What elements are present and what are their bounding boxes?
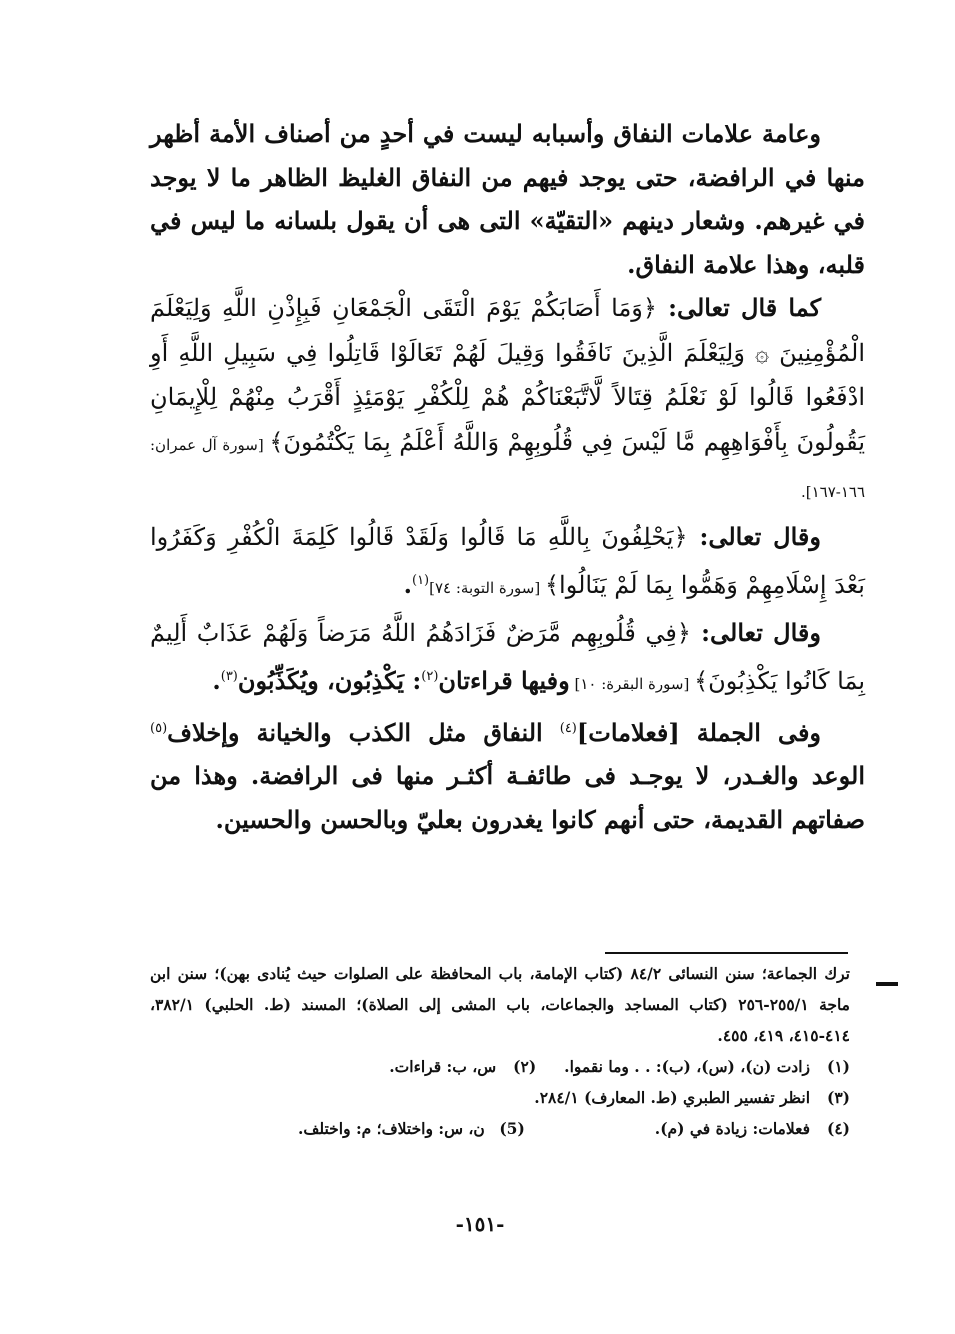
- footnote-number: (5): [499, 1119, 525, 1138]
- footnote-5-text: ن، س: واختلاف؛ م: واختلف.: [297, 1119, 485, 1138]
- page-number: -١٥١-: [455, 1212, 505, 1236]
- paragraph-4: [150, 611, 865, 707]
- paragraph-5-mid: النفاق مثل الكذب والخيانة وإخلاف: [167, 717, 560, 747]
- footnote-marker[interactable]: (٤): [559, 720, 577, 736]
- footnote-continuation-text: ترك الجماعة؛ سنن النسائى ٨٤/٢ (كتاب الإمامة، باب المحافظة على الصلوات حيث يُنادى بهن)؛ سنن ابن ماجة ٢٥٥/١-٢٥٦ (كتاب المساجد والجماعات، باب المشى إلى الصلاة)؛ المسند (ط. الحلبي) ٣٨٢/١، ٤١٤-٤١٥، ٤١٩، ٤٥٥.: [150, 964, 850, 1045]
- paragraph-3: [150, 515, 865, 611]
- footnote-number: (١): [826, 1057, 850, 1076]
- quran-verse-baqarah: ﴿فِي قُلُوبِهِم مَّرَضٌ فَزَادَهُمُ اللَّهُ مَرَضاً وَلَهُمْ عَذَابٌ أَلِيمٌ بِمَا كَانُوا يَكْذِبُونَ﴾: [150, 618, 865, 695]
- footnote-marker[interactable]: (٥): [150, 720, 168, 736]
- footnote-number: (٢): [513, 1057, 537, 1076]
- footnote-number: (٤): [826, 1119, 850, 1138]
- footnote-row-3: [150, 1082, 850, 1113]
- footnote-marker[interactable]: (٣): [220, 669, 238, 684]
- footnote-marker[interactable]: (١): [411, 573, 430, 588]
- paragraph-5-end: الوعد والغـدر، لا يوجـد فى طائفـة أكثـر منها فى الرافضة. وهذا من صفاتهم القديمة، حتى أنهم كانوا يغدرون بعليّ وبالحسن والحسين.: [150, 761, 865, 834]
- footnote-2-text: س، ب: قراءات.: [389, 1057, 497, 1076]
- footnote-continuation: [150, 958, 850, 1051]
- paragraph-1-text: وعامة علامات النفاق وأسبابه ليست في أحدٍ من أصناف الأمة أظهر منها في الرافضة، حتى يوجد فيهم من النفاق الغليظ الظاهر ما لا يوجد في غيرهم. وشعار دينهم «التقيّة» التى هى أن يقول بلسانه ما ليس في قلبه، وهذا علامة النفاق.: [150, 119, 865, 279]
- surah-reference: [سورة البقرة: ١٠]: [569, 675, 695, 693]
- period: .: [403, 570, 412, 599]
- paragraph-2: [150, 286, 865, 515]
- footnote-4-text: فعلامات: زيادة في (م).: [654, 1119, 810, 1138]
- paragraph-4-mid: وفيها قراءتان: [438, 666, 570, 695]
- quran-verse-al-imran: ﴿وَمَا أَصَابَكُمْ يَوْمَ الْتَقَى الْجَمْعَانِ فَبِإِذْنِ اللَّهِ وَلِيَعْلَمَ الْمُؤْمِنِينَ ۞ وَلِيَعْلَمَ الَّذِينَ نَافَقُوا وَقِيلَ لَهُمْ تَعَالَوْا قَاتِلُوا فِي سَبِيلِ اللَّهِ أَوِ ادْفَعُوا قَالُوا لَوْ نَعْلَمُ قِتَالاً لَّاتَّبَعْنَاكُمْ هُمْ لِلْكُفْرِ يَوْمَئِذٍ أَقْرَبُ مِنْهُمْ لِلْإِيمَانِ يَقُولُونَ بِأَفْوَاهِهِم مَّا لَيْسَ فِي قُلُوبِهِمْ وَاللَّهُ أَعْلَمُ بِمَا يَكْتُمُونَ﴾: [150, 294, 866, 456]
- main-text: [150, 112, 865, 841]
- surah-reference: [سورة آل عمران: ١٦٦-١٦٧].: [150, 435, 865, 501]
- margin-dash: [876, 982, 898, 986]
- footnote-separator: [605, 952, 848, 954]
- footnote-number: (٣): [826, 1088, 850, 1107]
- paragraph-1: [150, 112, 865, 286]
- footnote-1-text: زادت (ن)، (س)، (ب): . . وما نقموا.: [564, 1057, 810, 1076]
- paragraph-2-intro: كما قال تعالى:: [656, 293, 821, 322]
- quran-verse-tawbah: ﴿يَحْلِفُونَ بِاللَّهِ مَا قَالُوا وَلَقَدْ قَالُوا كَلِمَةَ الْكُفْرِ وَكَفَرُوا بَعْدَ إِسْلَامِهِمْ وَهَمُّوا بِمَا لَمْ يَنَالُوا﴾: [150, 522, 865, 599]
- footnotes: [150, 958, 850, 1144]
- footnote-marker[interactable]: (٢): [421, 669, 439, 684]
- period: .: [212, 666, 221, 695]
- footnote-row-4-5: [150, 1113, 850, 1144]
- paragraph-4-tail: : يَكْذِبُون، ويُكَذِّبُون: [237, 666, 422, 695]
- footnote-3-text: انظر تفسير الطبري (ط. المعارف) ٢٨٤/١.: [534, 1088, 810, 1107]
- paragraph-5: [150, 707, 865, 842]
- paragraph-4-intro: وقال تعالى:: [690, 617, 821, 647]
- footnote-row-1-2: [150, 1051, 850, 1082]
- surah-reference: [سورة التوبة: ٧٤]: [429, 579, 545, 597]
- paragraph-5-start: وفى الجملة [فعلامات]: [576, 717, 821, 747]
- paragraph-3-intro: وقال تعالى:: [687, 521, 821, 551]
